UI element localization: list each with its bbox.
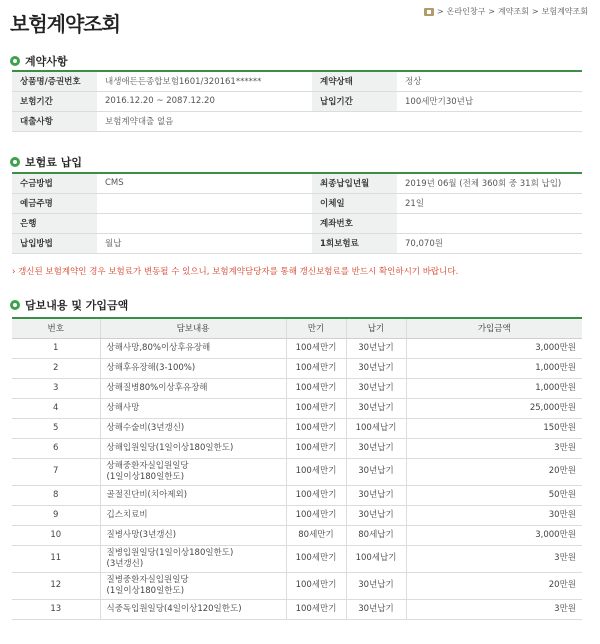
table-cell: 6 [12,438,100,458]
column-header: 번호 [12,318,100,338]
table-row [12,358,582,378]
premium-table [12,172,582,254]
table-row [12,418,582,438]
table-row: 예금주명 이체일 21일 [12,193,582,213]
table-cell: 5 [12,418,100,438]
table-cell: 100세만기 [286,358,346,378]
table-cell: 100세납기 [346,545,406,572]
table-cell: 100세만기 [286,378,346,398]
contract-table [12,70,582,132]
table-row [12,398,582,418]
table-cell: 1,000만원 [406,378,582,398]
table-cell: 100세만기 [286,458,346,485]
table-row: 수금방법 CMS 최종납입년월 2019년 06월 (전체 360회 중 31회 납입) [12,173,582,193]
table-cell: 3,000만원 [406,338,582,358]
table-row [12,338,582,358]
table-cell: 3 [12,378,100,398]
table-cell: 상해입원일당(1일이상180일한도) [100,438,286,458]
table-cell: 깁스치료비 [100,505,286,525]
table-cell: 100세만기 [286,572,346,599]
table-cell: 30년납기 [346,398,406,418]
coverage-table [12,317,582,620]
table-cell: 4 [12,398,100,418]
table-cell: 상해질병80%이상후유장해 [100,378,286,398]
table-cell: 30년납기 [346,358,406,378]
home-icon[interactable] [424,8,434,16]
table-cell: 30년납기 [346,485,406,505]
table-row [12,545,582,572]
table-cell: 3만원 [406,438,582,458]
table-cell: 30년납기 [346,338,406,358]
page-title: 보험계약조회 [10,12,120,36]
table-cell: 식중독입원일당(4일이상120일한도) [100,599,286,619]
table-cell: 30년납기 [346,378,406,398]
table-cell: 1 [12,338,100,358]
table-row [12,485,582,505]
table-cell: 2 [12,358,100,378]
table-cell: 질병중환자실입원일당 (1일이상180일한도) [100,572,286,599]
column-header: 납기 [346,318,406,338]
renewal-notice: › 갱신된 보험계약인 경우 보험료가 변동될 수 있으니, 보험계약담당자를 통해 갱신보험료를 반드시 확인하시기 바랍니다. [12,267,459,277]
table-cell: 상해수술비(3년갱신) [100,418,286,438]
table-cell: 150만원 [406,418,582,438]
table-cell: 100세만기 [286,338,346,358]
table-cell: 80세만기 [286,525,346,545]
table-cell: 상해사망,80%이상후유장해 [100,338,286,358]
column-header: 가입금액 [406,318,582,338]
table-cell: 100세만기 [286,505,346,525]
table-cell: 골절진단비(치아제외) [100,485,286,505]
table-cell: 질병사망(3년갱신) [100,525,286,545]
table-cell: 9 [12,505,100,525]
table-cell: 100세만기 [286,438,346,458]
table-cell: 상해중환자실입원일당 (1일이상180일한도) [100,458,286,485]
table-cell: 25,000만원 [406,398,582,418]
table-cell: 100세만기 [286,485,346,505]
table-cell: 30년납기 [346,599,406,619]
table-cell: 1,000만원 [406,358,582,378]
table-header-row [12,318,582,338]
table-row [12,438,582,458]
breadcrumb-item[interactable]: 계약조회 [498,7,529,16]
table-row: 대출사항 보험계약대출 없음 [12,111,582,131]
table-cell: 10 [12,525,100,545]
table-cell: 질병입원일당(1일이상180일한도) (3년갱신) [100,545,286,572]
table-cell: 8 [12,485,100,505]
table-cell: 7 [12,458,100,485]
table-row [12,458,582,485]
table-cell: 80세납기 [346,525,406,545]
column-header: 만기 [286,318,346,338]
table-row [12,572,582,599]
table-cell: 30년납기 [346,505,406,525]
breadcrumb-item[interactable]: 온라인창구 [446,7,486,16]
contract-section-title: 계약사항 [10,53,68,69]
table-cell: 100세만기 [286,599,346,619]
breadcrumb: > 온라인창구 > 계약조회 > 보험계약조회 [424,6,588,17]
table-cell: 3만원 [406,599,582,619]
table-cell: 100세만기 [286,418,346,438]
table-cell: 11 [12,545,100,572]
table-cell: 상해후유장해(3-100%) [100,358,286,378]
table-row [12,525,582,545]
table-row [12,599,582,619]
bullet-icon [10,300,20,310]
table-cell: 50만원 [406,485,582,505]
table-cell: 3,000만원 [406,525,582,545]
table-cell: 13 [12,599,100,619]
table-row [12,378,582,398]
table-cell: 100세납기 [346,418,406,438]
bullet-icon [10,56,20,66]
bullet-icon [10,157,20,167]
table-row [12,505,582,525]
table-cell: 12 [12,572,100,599]
table-cell: 30년납기 [346,438,406,458]
column-header: 담보내용 [100,318,286,338]
table-cell: 3만원 [406,545,582,572]
table-cell: 30년납기 [346,458,406,485]
table-cell: 상해사망 [100,398,286,418]
table-cell: 30만원 [406,505,582,525]
table-row: 보험기간 2016.12.20 ~ 2087.12.20 납입기간 100세만기30년납 [12,91,582,111]
table-cell: 100세만기 [286,398,346,418]
table-cell: 20만원 [406,572,582,599]
table-cell: 100세만기 [286,545,346,572]
premium-section-title: 보험료 납입 [10,154,82,170]
table-row: 상품명/증권번호 내생애든든종합보험1601/320161****** 계약상태 정상 [12,71,582,91]
breadcrumb-item-current: 보험계약조회 [541,7,588,16]
table-row: 납입방법 월납 1회보험료 70,070원 [12,233,582,253]
coverage-section-title: 담보내용 및 가입금액 [10,297,128,313]
table-row: 은행 계좌번호 [12,213,582,233]
table-cell: 20만원 [406,458,582,485]
table-cell: 30년납기 [346,572,406,599]
